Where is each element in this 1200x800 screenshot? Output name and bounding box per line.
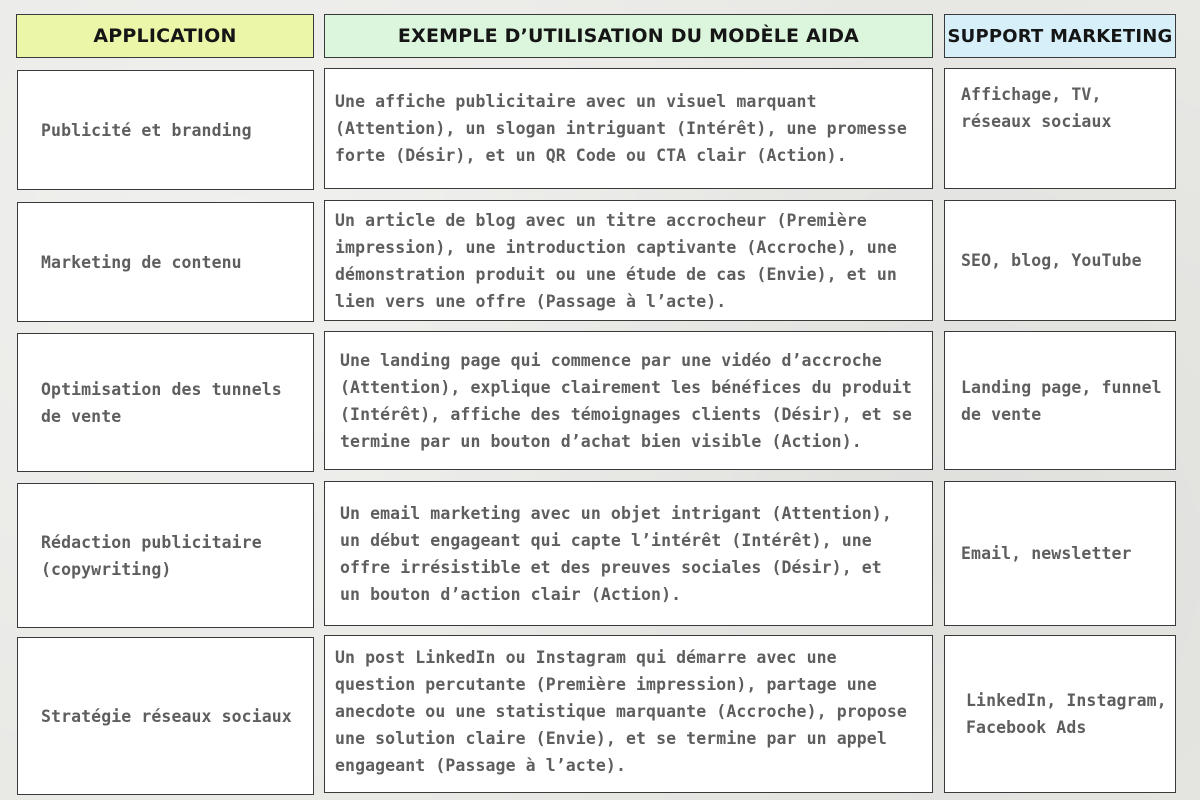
- row-5-application: [17, 637, 314, 795]
- row-1-application: [17, 70, 314, 190]
- header-support-label: SUPPORT MARKETING: [947, 25, 1173, 47]
- row-5-example-text: Un post LinkedIn ou Instagram qui démarre avec une question percutante (Première impression), partage une anecdote ou une statistique marquante (Accroche), propose une solution claire (Envie), et se termine par un appel engageant (Passage à l’acte).: [335, 648, 907, 775]
- row-5-application-text: Stratégie réseaux sociaux: [41, 706, 292, 726]
- row-1-support: [944, 68, 1176, 189]
- header-application: [16, 14, 314, 58]
- row-3-application-text: Optimisation des tunnels de vente: [41, 379, 282, 426]
- row-4-example: [324, 481, 933, 626]
- row-5-example: [324, 635, 933, 793]
- row-1-support-text: Affichage, TV, réseaux sociaux: [961, 85, 1112, 131]
- row-2-support: [944, 200, 1176, 321]
- header-support: [944, 14, 1176, 58]
- header-application-label: APPLICATION: [93, 25, 237, 47]
- row-5-support: [944, 635, 1176, 793]
- row-5-support-text: LinkedIn, Instagram, Facebook Ads: [966, 691, 1167, 737]
- header-example: [324, 14, 933, 58]
- row-3-application: [17, 333, 314, 472]
- row-2-support-text: SEO, blog, YouTube: [961, 251, 1142, 270]
- row-2-application: [17, 202, 314, 322]
- row-1-example: [324, 68, 933, 189]
- row-4-example-text: Un email marketing avec un objet intrigant (Attention), un début engageant qui capte l’intérêt (Intérêt), une offre irrésistible et des preuves sociales (Désir), et un bouton d’action clair (Action).: [340, 503, 892, 604]
- row-2-example-text: Un article de blog avec un titre accrocheur (Première impression), une introduction captivante (Accroche), une démonstration produit ou une étude de cas (Envie), et un lien vers une offre (Passage à l’acte).: [335, 210, 897, 311]
- row-1-application-text: Publicité et branding: [41, 120, 252, 140]
- row-3-example-text: Une landing page qui commence par une vidéo d’accroche (Attention), explique clairement les bénéfices du produit (Intérêt), affiche des témoignages clients (Désir), et se termine par un bouton d’achat bien visible (Action).: [340, 350, 912, 451]
- row-3-support-text: Landing page, funnel de vente: [961, 377, 1162, 424]
- row-2-example: [324, 200, 933, 321]
- row-4-support: [944, 481, 1176, 626]
- row-4-support-text: Email, newsletter: [961, 544, 1132, 563]
- row-4-application-text: Rédaction publicitaire (copywriting): [41, 532, 262, 579]
- row-1-example-text: Une affiche publicitaire avec un visuel marquant (Attention), un slogan intriguant (Intérêt), une promesse forte (Désir), et un QR Code ou CTA clair (Action).: [335, 92, 907, 165]
- row-2-application-text: Marketing de contenu: [41, 252, 242, 272]
- row-3-example: [324, 331, 933, 470]
- header-example-label: EXEMPLE D’UTILISATION DU MODÈLE AIDA: [397, 25, 860, 47]
- row-4-application: [17, 483, 314, 628]
- row-3-support: [944, 331, 1176, 470]
